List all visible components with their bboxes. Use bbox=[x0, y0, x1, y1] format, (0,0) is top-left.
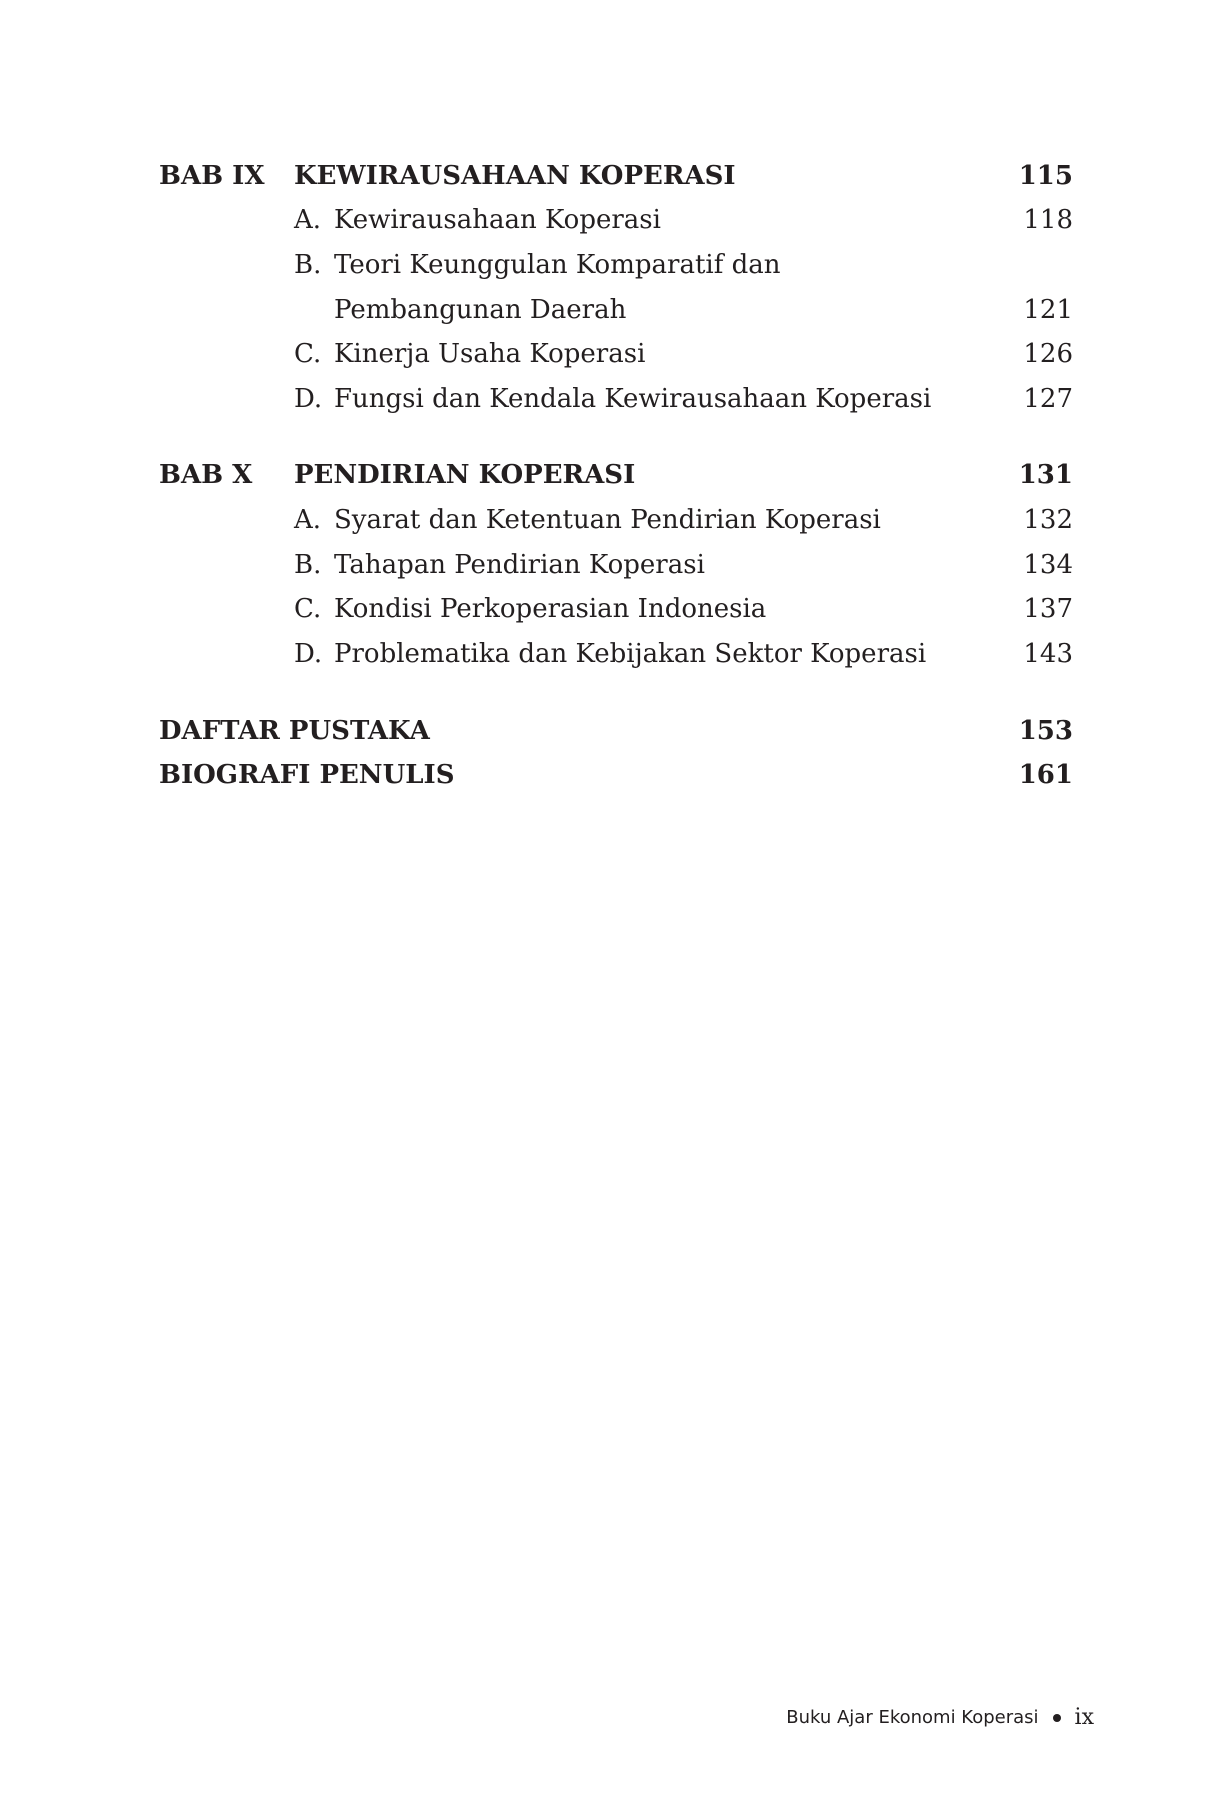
toc-item-page: 132 bbox=[1023, 505, 1073, 535]
footer-book-title: Buku Ajar Ekonomi Koperasi bbox=[786, 1707, 1039, 1728]
toc-item-text: Kewirausahaan Koperasi bbox=[334, 205, 661, 235]
toc-item-letter: A. bbox=[294, 505, 322, 535]
toc-item-letter: D. bbox=[294, 384, 323, 414]
toc-item-text: Kondisi Perkoperasian Indonesia bbox=[334, 594, 767, 624]
toc-item-text: Teori Keunggulan Komparatif dan bbox=[334, 250, 781, 280]
toc-item-letter: D. bbox=[294, 639, 323, 669]
toc-item-text: Tahapan Pendirian Koperasi bbox=[334, 550, 705, 580]
chapter-label-bab-x: BAB X bbox=[159, 460, 253, 490]
toc-item-text: Syarat dan Ketentuan Pendirian Koperasi bbox=[334, 505, 881, 535]
toc-item-letter: A. bbox=[294, 205, 322, 235]
bullet-icon bbox=[1053, 1714, 1061, 1722]
toc-item-page: 118 bbox=[1023, 205, 1073, 235]
toc-item-page: 126 bbox=[1023, 339, 1073, 369]
chapter-label-bab-ix: BAB IX bbox=[159, 161, 265, 191]
toc-item-text-continued: Pembangunan Daerah bbox=[334, 295, 627, 325]
page-footer bbox=[786, 1705, 1094, 1730]
toc-item-letter: C. bbox=[294, 339, 322, 369]
chapter-page-bab-ix: 115 bbox=[1018, 161, 1073, 191]
toc-biografi-penulis-page: 161 bbox=[1018, 760, 1073, 790]
toc-item-page: 127 bbox=[1023, 384, 1073, 414]
toc-item-letter: B. bbox=[294, 250, 322, 280]
toc-item-text: Fungsi dan Kendala Kewirausahaan Koperasi bbox=[334, 384, 932, 414]
chapter-title-bab-ix: KEWIRAUSAHAAN KOPERASI bbox=[294, 161, 736, 191]
toc-item-page: 134 bbox=[1023, 550, 1073, 580]
toc-item-letter: B. bbox=[294, 550, 322, 580]
toc-item-page: 137 bbox=[1023, 594, 1073, 624]
toc-item-page: 143 bbox=[1023, 639, 1073, 669]
toc-biografi-penulis: BIOGRAFI PENULIS bbox=[159, 760, 455, 790]
toc-item-letter: C. bbox=[294, 594, 322, 624]
toc-item-page: 121 bbox=[1023, 295, 1073, 325]
toc-item-text: Problematika dan Kebijakan Sektor Koperasi bbox=[334, 639, 927, 669]
footer-page-number: ix bbox=[1074, 1705, 1094, 1730]
toc-daftar-pustaka: DAFTAR PUSTAKA bbox=[159, 716, 430, 746]
chapter-title-bab-x: PENDIRIAN KOPERASI bbox=[294, 460, 636, 490]
toc-daftar-pustaka-page: 153 bbox=[1018, 716, 1073, 746]
toc-item-text: Kinerja Usaha Koperasi bbox=[334, 339, 646, 369]
chapter-page-bab-x: 131 bbox=[1018, 460, 1073, 490]
